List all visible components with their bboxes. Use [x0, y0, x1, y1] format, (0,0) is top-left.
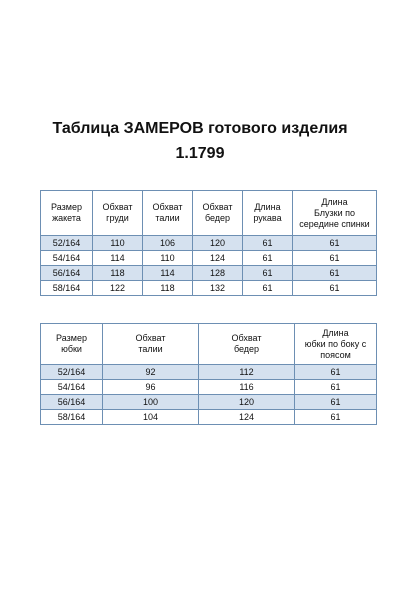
- table-cell: 114: [93, 251, 143, 266]
- header-line: Длина: [254, 202, 281, 212]
- header-line: Длина: [321, 196, 348, 207]
- table-cell: 52/164: [41, 365, 103, 380]
- header-line: бедер: [204, 213, 231, 223]
- table-cell: 61: [243, 236, 293, 251]
- jacket-measurements-table: [40, 190, 377, 296]
- table-cell: 116: [199, 380, 295, 395]
- header-blouse-back-length: [293, 191, 377, 236]
- header-line: Обхват: [102, 202, 133, 212]
- table-cell: 118: [143, 281, 193, 296]
- header-line: талии: [138, 344, 163, 354]
- table-cell: 120: [199, 395, 295, 410]
- table-cell: 61: [243, 281, 293, 296]
- header-chest-girth: [93, 191, 143, 236]
- table-cell: 114: [143, 266, 193, 281]
- table-cell: 92: [103, 365, 199, 380]
- header-line: бедер: [233, 344, 260, 354]
- table-cell: 56/164: [41, 395, 103, 410]
- table-cell: 110: [93, 236, 143, 251]
- table-cell: 61: [293, 281, 377, 296]
- model-number: 1.1799: [175, 145, 225, 162]
- header-line: середине спинки: [299, 218, 370, 229]
- header-line: Блузки по: [313, 207, 356, 218]
- table-cell: 61: [243, 266, 293, 281]
- header-waist-girth: [103, 324, 199, 365]
- table-cell: 54/164: [41, 251, 93, 266]
- table-row: [41, 365, 377, 380]
- table-cell: 61: [295, 395, 377, 410]
- header-line: юбки по боку с: [304, 338, 367, 349]
- table-cell: 52/164: [41, 236, 93, 251]
- table-cell: 61: [295, 380, 377, 395]
- table-row: [41, 410, 377, 425]
- table-cell: 118: [93, 266, 143, 281]
- header-skirt-side-length: [295, 324, 377, 365]
- table-cell: 124: [193, 251, 243, 266]
- header-skirt-size: [41, 324, 103, 365]
- header-line: рукава: [253, 213, 282, 223]
- header-hip-girth: [193, 191, 243, 236]
- header-line: жакета: [52, 213, 81, 223]
- table-cell: 61: [243, 251, 293, 266]
- header-hip-girth: [199, 324, 295, 365]
- table-cell: 56/164: [41, 266, 93, 281]
- header-line: Длина: [322, 327, 349, 338]
- table-row: [41, 281, 377, 296]
- header-line: Обхват: [135, 333, 166, 343]
- table-cell: 61: [293, 251, 377, 266]
- table-header-row: [41, 324, 377, 365]
- table-cell: 128: [193, 266, 243, 281]
- header-line: Обхват: [202, 202, 233, 212]
- table-row: [41, 266, 377, 281]
- header-line: поясом: [320, 349, 351, 360]
- header-line: Обхват: [231, 333, 262, 343]
- table-header-row: [41, 191, 377, 236]
- header-jacket-size: [41, 191, 93, 236]
- table-cell: 106: [143, 236, 193, 251]
- table-cell: 100: [103, 395, 199, 410]
- table-cell: 124: [199, 410, 295, 425]
- table-cell: 58/164: [41, 410, 103, 425]
- table-cell: 58/164: [41, 281, 93, 296]
- header-line: Размер: [51, 202, 82, 212]
- header-line: Обхват: [152, 202, 183, 212]
- skirt-measurements-table: [40, 323, 377, 425]
- table-cell: 122: [93, 281, 143, 296]
- table-cell: 120: [193, 236, 243, 251]
- header-line: груди: [106, 213, 129, 223]
- table-row: [41, 395, 377, 410]
- table-cell: 61: [293, 236, 377, 251]
- table-row: [41, 236, 377, 251]
- table-cell: 132: [193, 281, 243, 296]
- header-line: юбки: [61, 344, 82, 354]
- table-cell: 61: [293, 266, 377, 281]
- table-cell: 104: [103, 410, 199, 425]
- table-cell: 110: [143, 251, 193, 266]
- header-line: Размер: [56, 333, 87, 343]
- table-cell: 54/164: [41, 380, 103, 395]
- table-row: [41, 380, 377, 395]
- header-line: талии: [155, 213, 180, 223]
- table-cell: 112: [199, 365, 295, 380]
- table-cell: 61: [295, 410, 377, 425]
- table-cell: 61: [295, 365, 377, 380]
- table-row: [41, 251, 377, 266]
- document-title: Таблица ЗАМЕРОВ готового изделия: [52, 120, 348, 137]
- header-sleeve-length: [243, 191, 293, 236]
- table-cell: 96: [103, 380, 199, 395]
- header-waist-girth: [143, 191, 193, 236]
